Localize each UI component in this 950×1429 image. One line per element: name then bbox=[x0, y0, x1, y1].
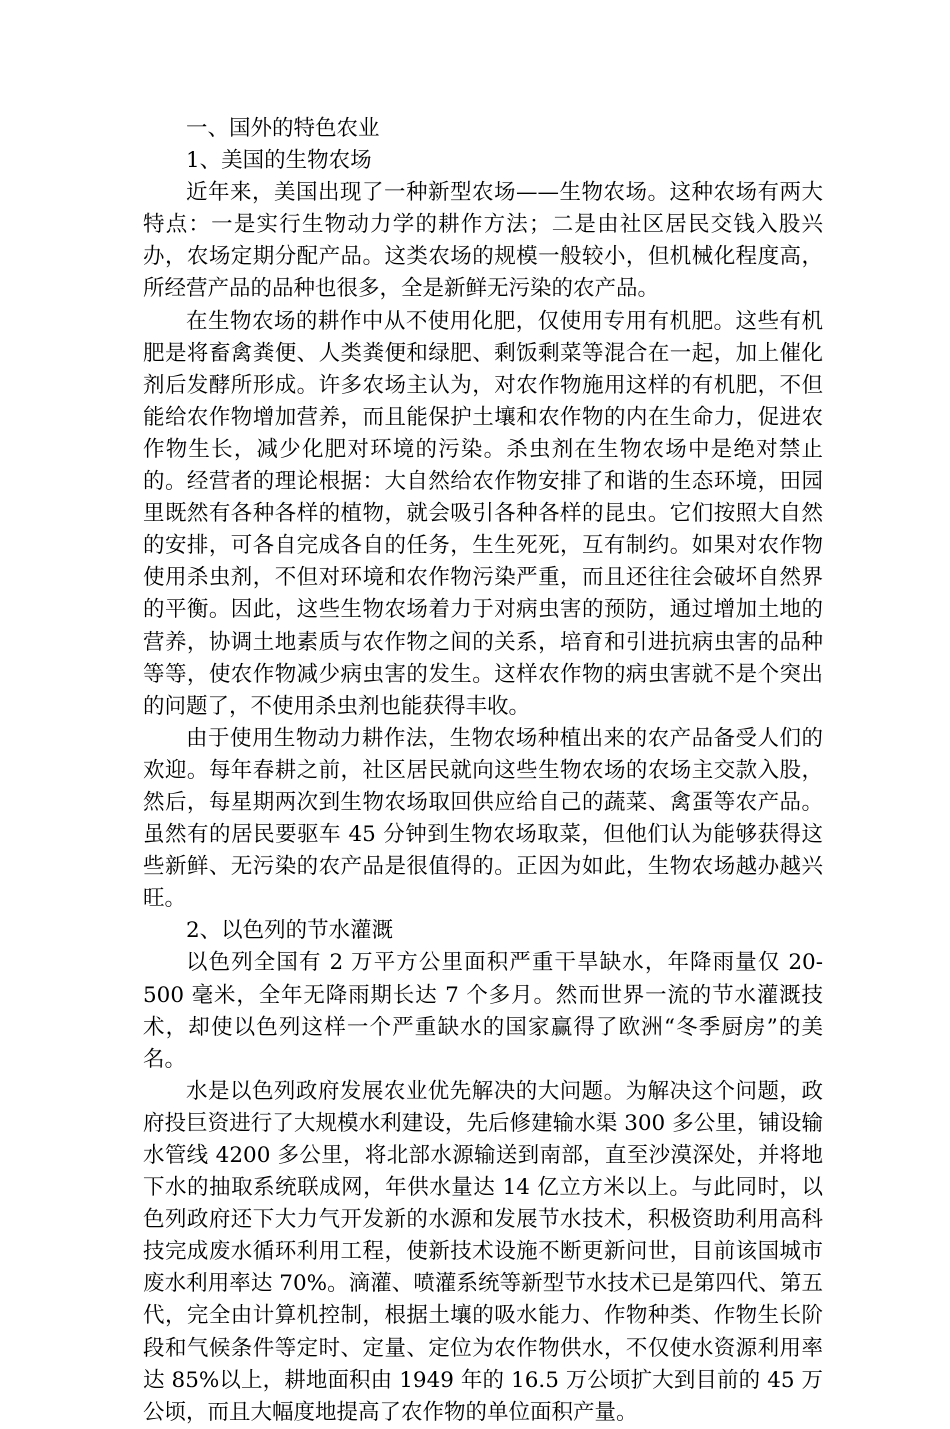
document-page bbox=[143, 113, 823, 1429]
paragraph-israel-water: 水是以色列政府发展农业优先解决的大问题。为解决这个问题，政府投巨资进行了大规模水利建设，先后修建输水渠 300 多公里，铺设输水管线 4200 多公里，将北部水源输送到南部，直至沙漠深处，并将地下水的抽取系统联成网，年供水量达 14 亿立方米以上。与此同时，以色列政府还下大力气开发新的水源和发展节水技术，积极资助利用高科技完成废水循环利用工程，使新技术设施不断更新问世，目前该国城市废水利用率达 70%。滴灌、喷灌系统等新型节水技术已是第四代、第五代，完全由计算机控制，根据土壤的吸水能力、作物种类、作物生长阶段和气候条件等定时、定量、定位为农作物供水，不仅使水资源利用率达 85%以上，耕地面积由 1949 年的 16.5 万公顷扩大到目前的 45 万公顷，而且大幅度地提高了农作物的单位面积产量。 bbox=[143, 1078, 823, 1425]
subsection-heading-israel: 2、以色列的节水灌溉 bbox=[186, 918, 394, 944]
paragraph-bio-farm-popularity: 由于使用生物动力耕作法，生物农场种植出来的农产品备受人们的欢迎。每年春耕之前，社区居民就向这些生物农场的农场主交款入股，然后，每星期两次到生物农场取回供应给自己的蔬菜、禽蛋等农产品。虽然有的居民要驱车 45 分钟到生物农场取菜，但他们认为能够获得这些新鲜、无污染的农产品是很值得的。正因为如此，生物农场越办越兴旺。 bbox=[143, 725, 823, 912]
subsection-heading-usa: 1、美国的生物农场 bbox=[186, 148, 372, 174]
paragraph-israel-drought: 以色列全国有 2 万平方公里面积严重干旱缺水，年降雨量仅 20-500 毫米，全年无降雨期长达 7 个多月。然而世界一流的节水灌溉技术，却使以色列这样一个严重缺水的国家赢得了欧洲“冬季厨房”的美名。 bbox=[143, 950, 823, 1072]
paragraph-bio-farm-fertilizer: 在生物农场的耕作中从不使用化肥，仅使用专用有机肥。这些有机肥是将畜禽粪便、人类粪便和绿肥、剩饭剩菜等混合在一起，加上催化剂后发酵所形成。许多农场主认为，对农作物施用这样的有机肥，不但能给农作物增加营养，而且能保护土壤和农作物的内在生命力，促进农作物生长，减少化肥对环境的污染。杀虫剂在生物农场中是绝对禁止的。经营者的理论根据：大自然给农作物安排了和谐的生态环境，田园里既然有各种各样的植物，就会吸引各种各样的昆虫。它们按照大自然的安排，可各自完成各自的任务，生生死死，互有制约。如果对农作物使用杀虫剂，不但对环境和农作物污染严重，而且还往往会破坏自然界的平衡。因此，这些生物农场着力于对病虫害的预防，通过增加土地的营养，协调土地素质与农作物之间的关系，培育和引进抗病虫害的品种等等，使农作物减少病虫害的发生。这样农作物的病虫害就不是个突出的问题了，不使用杀虫剂也能获得丰收。 bbox=[143, 308, 823, 719]
section-heading: 一、国外的特色农业 bbox=[186, 116, 380, 141]
paragraph-bio-farm-intro: 近年来，美国出现了一种新型农场——生物农场。这种农场有两大特点：一是实行生物动力学的耕作方法；二是由社区居民交钱入股兴办，农场定期分配产品。这类农场的规模一般较小，但机械化程度高，所经营产品的品种也很多，全是新鲜无污染的农产品。 bbox=[143, 180, 823, 302]
